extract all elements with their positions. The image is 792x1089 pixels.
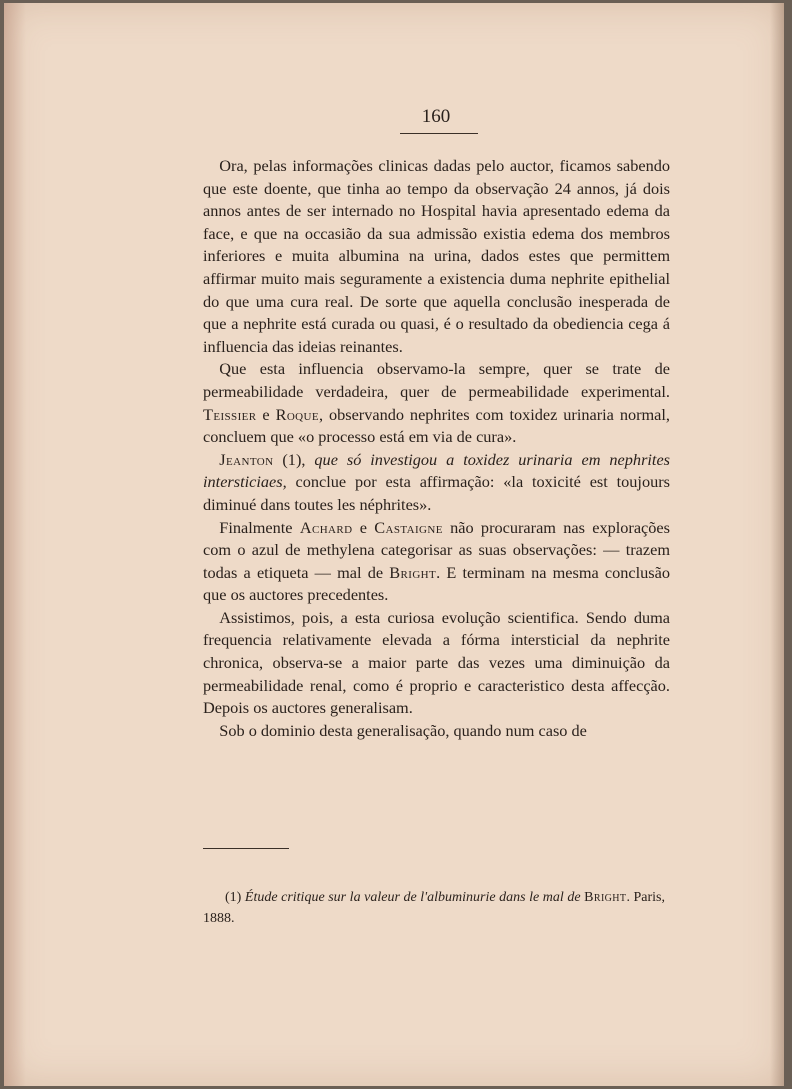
paragraph-4-text-b: e xyxy=(359,517,367,537)
paragraph-1-text: Ora, pelas informações clinicas dadas pelo auctor, ficamos sabendo que este doente, que tinha ao tempo da observação 24 annos, já dois annos antes de ser internado no Hospital havia apresentado edema da face, e que na occasião da sua admissão existia edema dos membros inferiores e muita albumina na urina, dados estes que permittem affirmar muito mais seguramente a existencia duma nephrite epithelial do que uma cura real. De sorte que aquella conclusão inesperada de que a nephrite está curada ou quasi, é o resultado da obediencia cega á influencia das ideias reinantes. xyxy=(203,156,670,356)
paragraph-4 xyxy=(203,517,670,607)
page-spine-shadow xyxy=(4,3,26,1086)
book-page xyxy=(4,3,784,1086)
author-name-bright: Bright xyxy=(389,562,437,582)
author-name-teissier: Teissier xyxy=(203,404,257,424)
footnote-rule xyxy=(203,848,289,849)
paragraph-3 xyxy=(203,449,670,517)
paragraph-5 xyxy=(203,607,670,720)
author-name-roque: Roque xyxy=(275,404,319,424)
author-name-jeanton: Jeanton xyxy=(219,449,274,469)
body-text xyxy=(203,155,670,742)
footnote-author-bright: Bright xyxy=(584,890,627,905)
paragraph-2-text-b: e xyxy=(262,404,270,424)
paragraph-1 xyxy=(203,155,670,358)
footnote-text xyxy=(203,887,665,929)
paragraph-3-italic: que só investigou a toxidez urinaria em nephrites intersticiaes, xyxy=(203,449,671,492)
footnote-marker: (1) xyxy=(225,890,242,905)
author-name-achard: Achard xyxy=(299,517,353,537)
paragraph-4-text-c: não procuraram nas explorações com o azul de methylena categorisar as suas observações: — trazem todas a etiqueta — mal de xyxy=(203,517,670,582)
paragraph-4-text-a: Finalmente xyxy=(219,517,293,537)
paragraph-6 xyxy=(203,720,670,743)
footnote-title: Étude critique sur la valeur de l'albuminurie dans le mal de xyxy=(244,890,581,905)
paragraph-2-text-a: Que esta influencia observamo-la sempre, quer se trate de permeabilidade verdadeira, quer de permeabilidade experimental. xyxy=(203,359,670,401)
paragraph-5-text: Assistimos, pois, a esta curiosa evolução scientifica. Sendo duma frequencia relativamente elevada a fórma intersticial da nephrite chronica, observa-se a maior parte das vezes uma diminuição da permeabilidade renal, como é proprio e caracteristico desta affecção. Depois os auctores generalisam. xyxy=(203,607,670,718)
paragraph-3-text: conclue por esta affirmação: «la toxicité est toujours diminué dans toutes les néphrites». xyxy=(203,472,670,514)
footnote-publication: . Paris, 1888. xyxy=(203,890,665,926)
paragraph-2-text-c: , observando nephrites com toxidez urinaria normal, concluem que «o processo está em via de cura». xyxy=(203,404,671,447)
paragraph-2 xyxy=(203,358,670,448)
header-rule xyxy=(400,133,478,134)
paragraph-4-text-d: . E terminam na mesma conclusão que os auctores precedentes. xyxy=(203,562,671,605)
footnote-reference: (1), xyxy=(282,449,306,469)
author-name-castaigne: Castaigne xyxy=(374,517,443,537)
paragraph-6-text: Sob o dominio desta generalisação, quando num caso de xyxy=(219,720,587,740)
footnote xyxy=(203,887,665,929)
page-number: 160 xyxy=(421,106,451,127)
page-edge-shadow xyxy=(770,3,784,1086)
